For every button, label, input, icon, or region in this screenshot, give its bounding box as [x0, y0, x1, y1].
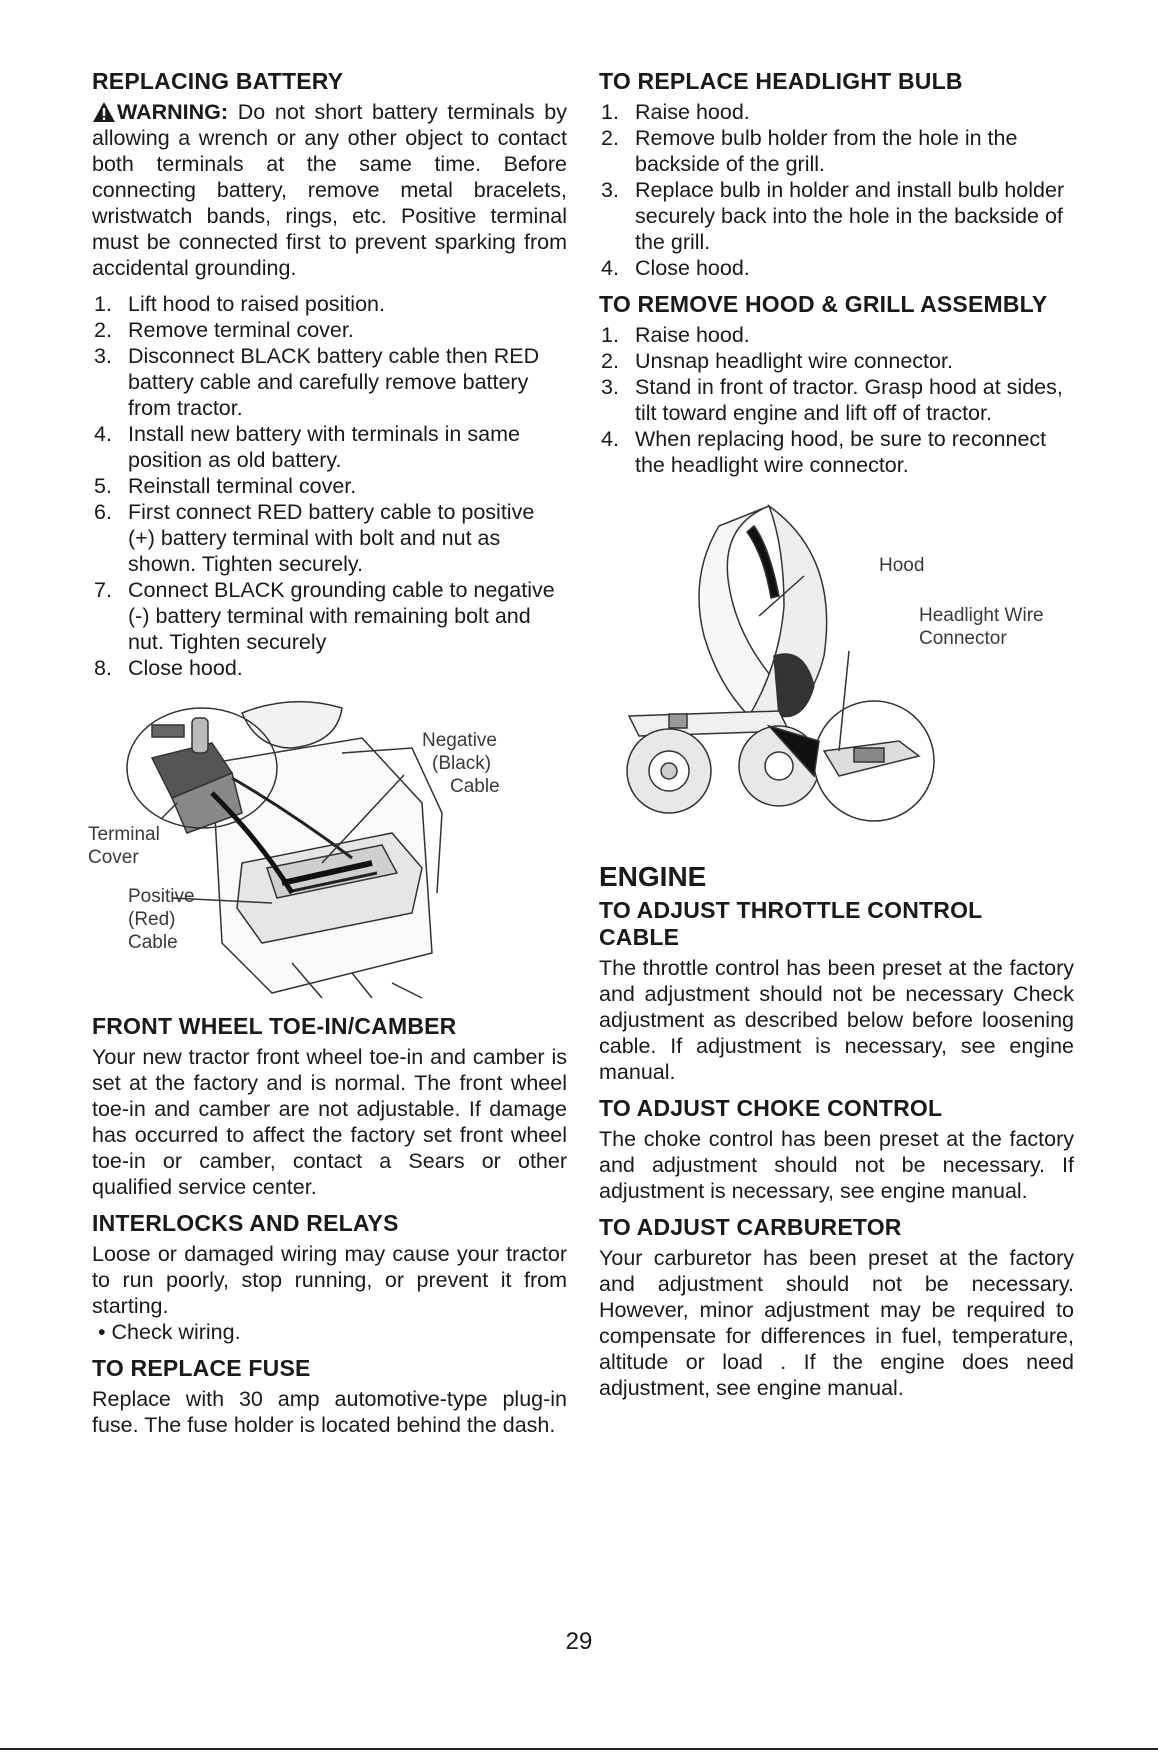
battery-warning: [92, 99, 567, 281]
choke-heading: TO ADJUST CHOKE CONTROL: [599, 1095, 943, 1121]
list-item: 1. Lift hood to raised position.: [94, 292, 385, 316]
warning-icon: [92, 101, 116, 123]
throttle-heading-line-1: TO ADJUST THROTTLE CONTROL: [599, 897, 983, 923]
throttle-heading-line-2: CABLE: [599, 924, 680, 950]
hood-steps: [599, 322, 1074, 478]
list-item: 1. Raise hood.: [601, 100, 750, 124]
list-item: 4. Install new battery with terminals in same position as old battery.: [94, 422, 520, 472]
list-item: 5. Reinstall terminal cover.: [94, 474, 357, 498]
right-column: [599, 68, 1074, 1401]
list-item: 2. Remove terminal cover.: [94, 318, 354, 342]
bottom-rule: [0, 1748, 1158, 1750]
carburetor-heading: TO ADJUST CARBURETOR: [599, 1214, 902, 1240]
headlight-steps: [599, 99, 1074, 281]
list-item: 3. Replace bulb in holder and install bulb holder securely back into the hole in the backside of the grill.: [601, 178, 1065, 254]
list-item: 2. Remove bulb holder from the hole in the backside of the grill.: [601, 126, 1018, 176]
choke-text: The choke control has been preset at the factory and adjustment should not be necessary. If adjustment is necessary, see engine manual.: [599, 1127, 1074, 1203]
list-item: 4. When replacing hood, be sure to reconnect the headlight wire connector.: [601, 427, 1047, 477]
left-column: [88, 68, 567, 1438]
interlocks-text: Loose or damaged wiring may cause your tractor to run poorly, stop running, or prevent it from starting.: [92, 1242, 567, 1318]
hood-heading: TO REMOVE HOOD & GRILL ASSEMBLY: [599, 291, 1048, 317]
list-item: 7. Connect BLACK grounding cable to negative (-) battery terminal with remaining bolt and nut. Tighten securely: [94, 578, 555, 654]
throttle-heading: [599, 897, 1074, 951]
engine-heading: ENGINE: [599, 861, 707, 892]
interlocks-bullet: • Check wiring.: [98, 1320, 241, 1344]
warning-label: WARNING:: [117, 100, 229, 124]
page-number: 29: [565, 1628, 593, 1655]
list-item: 2. Unsnap headlight wire connector.: [601, 349, 953, 373]
list-item: 3. Disconnect BLACK battery cable then RED battery cable and carefully remove battery from tractor.: [94, 344, 540, 420]
toe-in-text: Your new tractor front wheel toe-in and camber is set at the factory and is normal. The front wheel toe-in and camber are not adjustable. If damage has occurred to affect the factory set front wheel toe-in or camber, contact a Sears or other qualified service center.: [92, 1045, 567, 1199]
fuse-heading: TO REPLACE FUSE: [92, 1355, 311, 1381]
battery-figure: [88, 693, 567, 1003]
list-item: 6. First connect RED battery cable to positive (+) battery terminal with bolt and nut as shown. Tighten securely.: [94, 500, 535, 576]
fuse-text: Replace with 30 amp automotive-type plug-in fuse. The fuse holder is located behind the dash.: [92, 1387, 567, 1437]
label-hood: Hood: [879, 555, 925, 576]
list-item: 1. Raise hood.: [601, 323, 750, 347]
battery-heading: REPLACING BATTERY: [92, 68, 344, 94]
list-item: 8. Close hood.: [94, 656, 243, 680]
carburetor-text: Your carburetor has been preset at the factory and adjustment should not be necessary. However, minor adjustment may be required to compensate for differences in fuel, temperature, altitude or load . If the engine does need adjustment, see engine manual.: [599, 1246, 1074, 1400]
label-positive-cable: Positive (Red) Cable: [128, 886, 195, 953]
list-item: 3. Stand in front of tractor. Grasp hood at sides, tilt toward engine and lift off of tractor.: [601, 375, 1063, 425]
interlocks-heading: INTERLOCKS AND RELAYS: [92, 1210, 399, 1236]
headlight-heading: TO REPLACE HEADLIGHT BULB: [599, 68, 963, 94]
list-item: 4. Close hood.: [601, 256, 750, 280]
hood-illustration: [599, 486, 1074, 851]
toe-in-heading: FRONT WHEEL TOE-IN/CAMBER: [92, 1013, 457, 1039]
hood-figure: [599, 486, 1074, 851]
battery-steps: [92, 291, 567, 681]
label-headlight-wire-connector: Headlight Wire Connector: [919, 605, 1044, 649]
label-negative-cable: Negative (Black) Cable: [422, 730, 500, 797]
throttle-text: The throttle control has been preset at the factory and adjustment should not be necessary Check adjustment as described below before loosening cable. If adjustment is necessary, see engine manual.: [599, 956, 1074, 1084]
warning-text: Do not short battery terminals by allowing a wrench or any other object to contact both terminals at the same time. Before connecting battery, remove metal bracelets, wristwatch bands, rings, etc. Positive terminal must be connected first to prevent sparking from accidental grounding.: [92, 100, 567, 280]
label-terminal-cover: Terminal Cover: [88, 824, 160, 868]
